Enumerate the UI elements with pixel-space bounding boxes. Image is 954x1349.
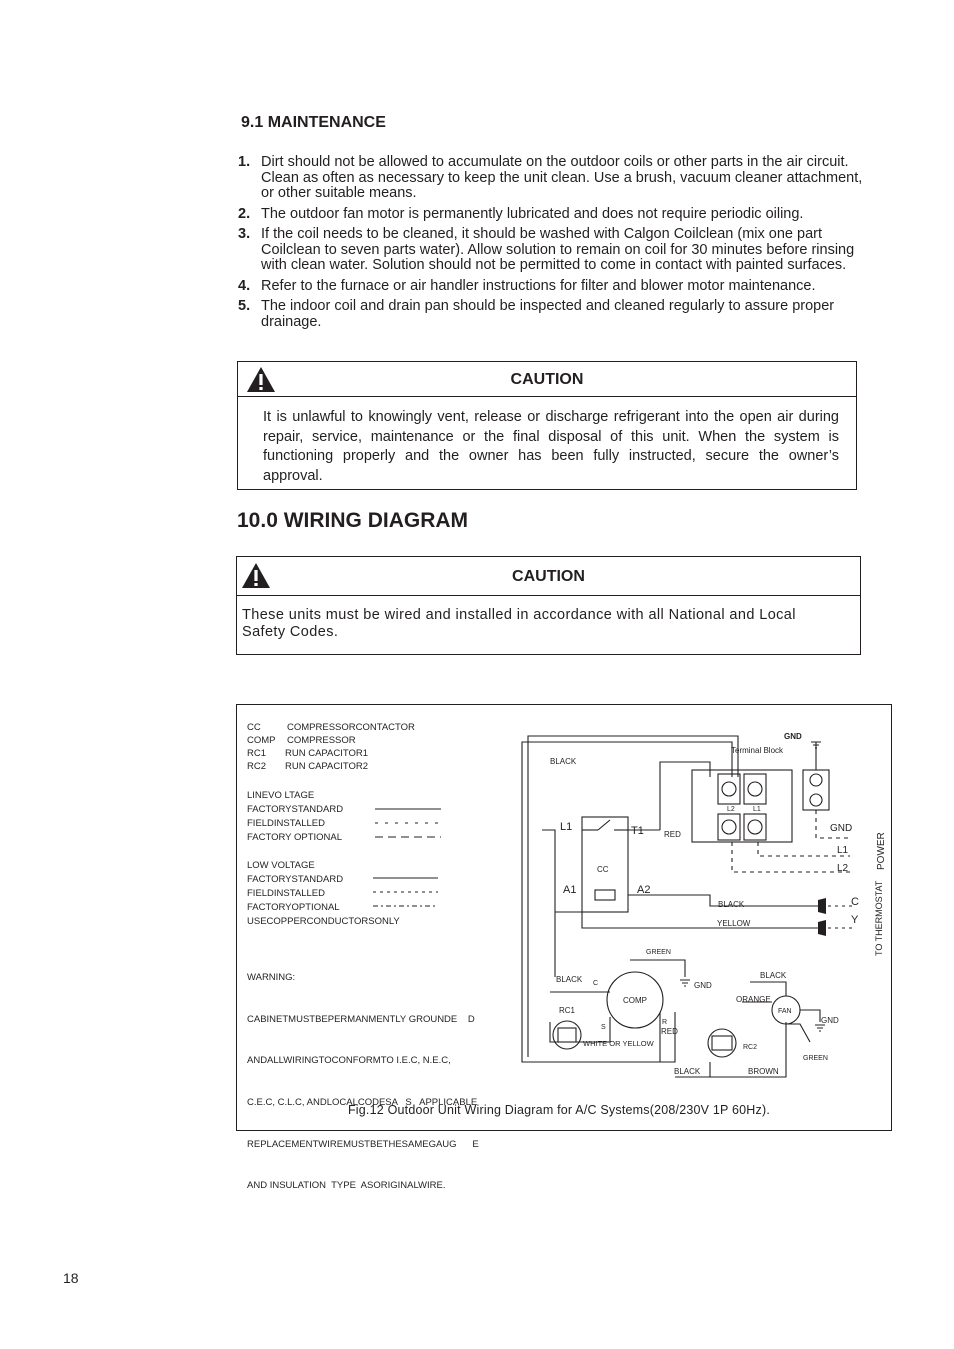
legend-row	[247, 747, 415, 761]
wire-red-t1	[660, 762, 710, 830]
label-l1: L1	[560, 821, 573, 833]
warning-line: WARNING:	[247, 971, 296, 983]
wire-field-l1	[732, 842, 850, 872]
wire-l1	[542, 830, 555, 977]
item-text: Refer to the furnace or air handler instructions for filter and blower motor maintenance.	[261, 277, 816, 294]
legend-row	[247, 721, 415, 735]
wiring-schematic	[510, 722, 890, 1084]
label-green-fan: GREEN	[803, 1055, 828, 1062]
legend-note: USECOPPERCONDUCTORSONLY	[247, 915, 400, 927]
label-t1: T1	[631, 825, 644, 837]
label-black-c: BLACK	[556, 975, 583, 984]
label-to-thermostat: TO THERMOSTAT	[874, 880, 884, 956]
legend-item: FIELDINSTALLED	[247, 817, 325, 829]
warning-line: REPLACEMENTWIREMUSTBETHESAMEGAUG E	[247, 1138, 479, 1150]
legend-item: FACTORYOPTIONAL	[247, 901, 340, 913]
label-orange: ORANGE	[736, 995, 771, 1004]
ground-terminal	[803, 770, 829, 810]
legend-line-samples	[370, 800, 445, 910]
caution-box-codes	[236, 556, 861, 655]
wire-green-fan	[786, 1024, 810, 1042]
item-text: If the coil needs to be cleaned, it should be washed with Calgon Coilclean (mix one part Coilclean to seven parts water). Allow solution to remain on coil for 30 minutes before rinsing with clean water. Solution should not be permitted to come in contact with painted surfaces.	[261, 226, 855, 273]
label-comp: COMP	[623, 996, 647, 1005]
label-comp-r: R	[662, 1019, 668, 1026]
legend-line-voltage	[247, 789, 343, 845]
label-black-a2: BLACK	[718, 900, 745, 909]
label-white-yellow: WHITE OR YELLOW	[583, 1039, 654, 1048]
label-gnd-comp: GND	[694, 981, 712, 990]
legend-warning	[247, 943, 479, 1207]
label-yellow: YELLOW	[717, 919, 751, 928]
legend-desc: RUN CAPACITOR2	[285, 760, 369, 772]
terminal-block	[692, 770, 792, 842]
label-black-bottom: BLACK	[674, 1067, 701, 1076]
label-tb-l1: L1	[753, 806, 761, 813]
list-item	[238, 299, 878, 330]
list-item	[238, 279, 878, 295]
label-l2-right: L2	[837, 863, 849, 874]
caution-body: It is unlawful to knowingly vent, release or discharge refrigerant into the open air during repair, service, maintenance or the final disposal of this unit. When the system is functioning properly and the owner has been fully instructed, secure the owner’s approval.	[263, 409, 839, 484]
item-number: 5.	[238, 298, 251, 314]
legend-desc: RUN CAPACITOR1	[285, 747, 369, 759]
caution-divider	[238, 396, 856, 397]
caution-box-refrigerant	[237, 361, 857, 490]
label-thermo-c: C	[851, 896, 859, 908]
label-a1: A1	[563, 884, 577, 896]
label-thermo-y: Y	[851, 914, 859, 926]
ground-symbol-icon	[680, 980, 690, 986]
label-tb-l2: L2	[727, 806, 735, 813]
list-item	[238, 227, 878, 274]
wire-green-gnd	[630, 960, 685, 977]
list-item	[238, 207, 878, 223]
label-rc1: RC1	[559, 1006, 576, 1015]
legend-item: FACTORYSTANDARD	[247, 873, 344, 885]
label-black-fan: BLACK	[760, 971, 787, 980]
wire-nut-icon	[818, 898, 826, 914]
item-number: 4.	[238, 277, 251, 294]
legend-code: RC1	[247, 747, 267, 759]
list-item	[238, 155, 878, 202]
page-number: 18	[63, 1270, 79, 1286]
warning-line: CABINETMUSTBEPERMANMENTLY GROUNDE D	[247, 1013, 475, 1025]
legend-item: FACTORYSTANDARD	[247, 803, 344, 815]
label-green: GREEN	[646, 949, 671, 956]
label-comp-s: S	[601, 1024, 606, 1031]
maintenance-list	[238, 155, 878, 335]
wire-nut-icon	[818, 920, 826, 936]
item-number: 1.	[238, 154, 251, 170]
warning-line: C.E.C, C.L.C, ANDLOCALCODESA S APPLICABLE	[247, 1096, 478, 1108]
legend-abbreviations	[247, 721, 415, 774]
legend-title: LINEVO LTAGE	[247, 790, 315, 801]
label-black-top: BLACK	[550, 757, 577, 766]
label-rc2: RC2	[743, 1044, 758, 1051]
legend-code: COMP	[247, 734, 276, 746]
label-brown: BROWN	[748, 1067, 779, 1076]
warning-line: AND INSULATION TYPE ASORIGINALWIRE.	[247, 1180, 446, 1192]
label-power: POWER	[876, 832, 887, 870]
item-text: The indoor coil and drain pan should be inspected and cleaned regularly to assure proper drainage.	[261, 298, 835, 330]
wire-black-fan	[750, 982, 786, 996]
maintenance-heading: 9.1 MAINTENANCE	[241, 114, 386, 131]
legend-desc: COMPRESSORCONTACTOR	[287, 722, 415, 733]
wiring-heading: 10.0 WIRING DIAGRAM	[237, 509, 469, 532]
legend-code: RC2	[247, 760, 267, 772]
label-gnd-right: GND	[830, 823, 853, 834]
label-a2: A2	[637, 884, 651, 896]
label-terminal-block: Terminal Block	[731, 746, 784, 755]
warning-line: ANDALLWIRINGTOCONFORMTO I.E.C, N.E.C,	[247, 1055, 451, 1067]
label-red-r: RED	[661, 1027, 678, 1036]
item-number: 2.	[238, 205, 251, 222]
item-number: 3.	[238, 226, 251, 242]
label-comp-c: C	[593, 980, 599, 987]
label-cc: CC	[597, 865, 609, 874]
label-red: RED	[664, 830, 681, 839]
legend-row	[247, 734, 415, 748]
figure-caption: Fig.12 Outdoor Unit Wiring Diagram for A/C Systems(208/230V 1P 60Hz).	[347, 1103, 771, 1117]
item-text: Dirt should not be allowed to accumulate on the outdoor coils or other parts in the air circuit. Clean as often as necessary to keep the unit clean. Use a brush, vacuum cleaner attachment, or other suitable means.	[261, 154, 863, 201]
legend-title: LOW VOLTAGE	[247, 860, 315, 871]
label-fan: FAN	[778, 1008, 792, 1015]
caution-divider	[237, 595, 860, 596]
wire-black-outer	[522, 742, 732, 1062]
caution-body: These units must be wired and installed in accordance with all National and Local Safety Codes.	[242, 607, 796, 640]
legend-row	[247, 760, 415, 774]
legend-desc: COMPRESSOR	[287, 734, 356, 746]
legend-item: FACTORY OPTIONAL	[247, 831, 343, 843]
item-text: The outdoor fan motor is permanently lubricated and does not require periodic oiling.	[261, 205, 804, 222]
caution-title: CAUTION	[512, 568, 585, 585]
legend-item: FIELDINSTALLED	[247, 887, 325, 899]
ground-symbol-icon	[815, 1025, 825, 1031]
wire-gnd-fan	[800, 1010, 820, 1022]
wire-yellow-a1	[555, 912, 820, 928]
label-gnd-top: GND	[784, 732, 802, 741]
label-l1-right: L1	[837, 845, 849, 856]
rc1-capacitor	[553, 1021, 581, 1049]
legend-code: CC	[247, 722, 261, 733]
caution-title: CAUTION	[510, 371, 584, 388]
label-gnd-fan: GND	[821, 1016, 839, 1025]
